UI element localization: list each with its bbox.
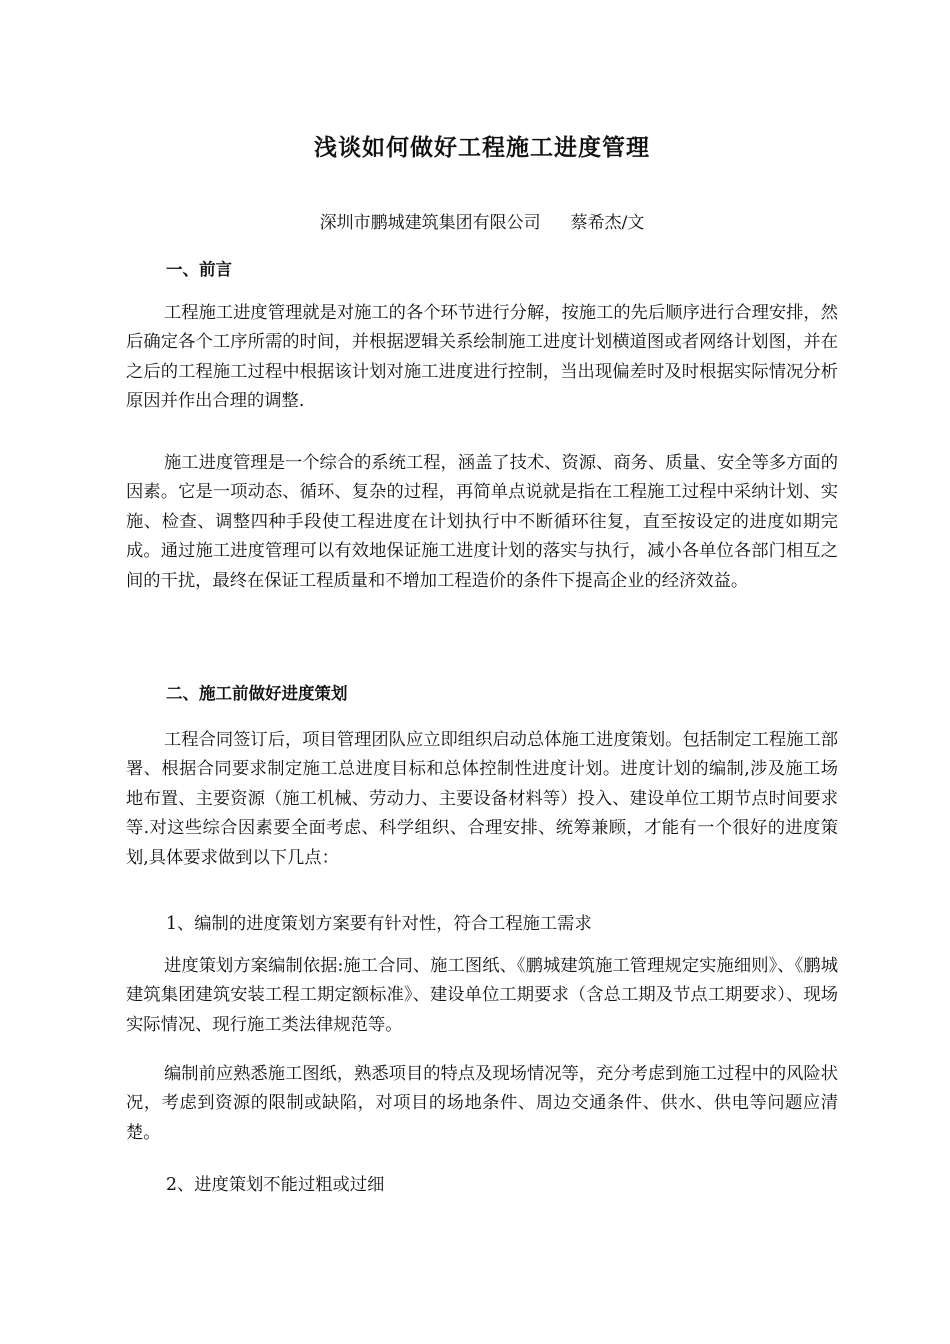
paragraph-item-1-preparation: 编制前应熟悉施工图纸，熟悉项目的特点及现场情况等，充分考虑到施工过程中的风险状况，考虑到资源的限制或缺陷，对项目的场地条件、周边交通条件、供水、供电等问题应清楚。: [126, 1064, 838, 1143]
paragraph-preface-1: 工程施工进度管理就是对施工的各个环节进行分解，按施工的先后顺序进行合理安排，然后确定各个工序所需的时间，并根据逻辑关系绘制施工进度计划横道图或者网络计划图，并在之后的工程施工过程中根据该计划对施工进度进行控制，当出现偏差时及时根据实际情况分析原因并作出合理的调整.: [126, 303, 838, 412]
byline: [126, 209, 838, 237]
section-heading-preface: 一、前言: [166, 260, 232, 279]
byline-company: 深圳市鹏城建筑集团有限公司: [319, 213, 541, 233]
list-item-2-label: 2、进度策划不能过粗或过细: [166, 1175, 385, 1195]
paragraph-preface-2: 施工进度管理是一个综合的系统工程，涵盖了技术、资源、商务、质量、安全等多方面的因素。它是一项动态、循环、复杂的过程，再简单点说就是指在工程施工过程中采纳计划、实施、检查、调整四种手段使工程进度在计划执行中不断循环往复，直至按设定的进度如期完成。通过施工进度管理可以有效地保证施工进度计划的落实与执行，减小各单位各部门相互之间的干扰，最终在保证工程质量和不增加工程造价的条件下提高企业的经济效益。: [126, 453, 838, 591]
document-title: 浅谈如何做好工程施工进度管理: [314, 135, 650, 161]
byline-author: 蔡希杰/文: [570, 213, 645, 233]
list-item-1-label: 1、编制的进度策划方案要有针对性，符合工程施工需求: [166, 914, 592, 934]
paragraph-planning-1: 工程合同签订后，项目管理团队应立即组织启动总体施工进度策划。包括制定工程施工部署、根据合同要求制定施工总进度目标和总体控制性进度计划。进度计划的编制,涉及施工场地布置、主要资源（施工机械、劳动力、主要设备材料等）投入、建设单位工期节点时间要求等.对这些综合因素要全面考虑、科学组织、合理安排、统筹兼顾，才能有一个很好的进度策划,具体要求做到以下几点：: [126, 730, 838, 868]
section-heading-planning: 二、施工前做好进度策划: [166, 684, 348, 703]
paragraph-item-1-basis: 进度策划方案编制依据:施工合同、施工图纸、《鹏城建筑施工管理规定实施细则》、《鹏城建筑集团建筑安装工程工期定额标准》、建设单位工期要求（含总工期及节点工期要求）、现场实际情况、现行施工类法律规范等。: [126, 956, 838, 1035]
